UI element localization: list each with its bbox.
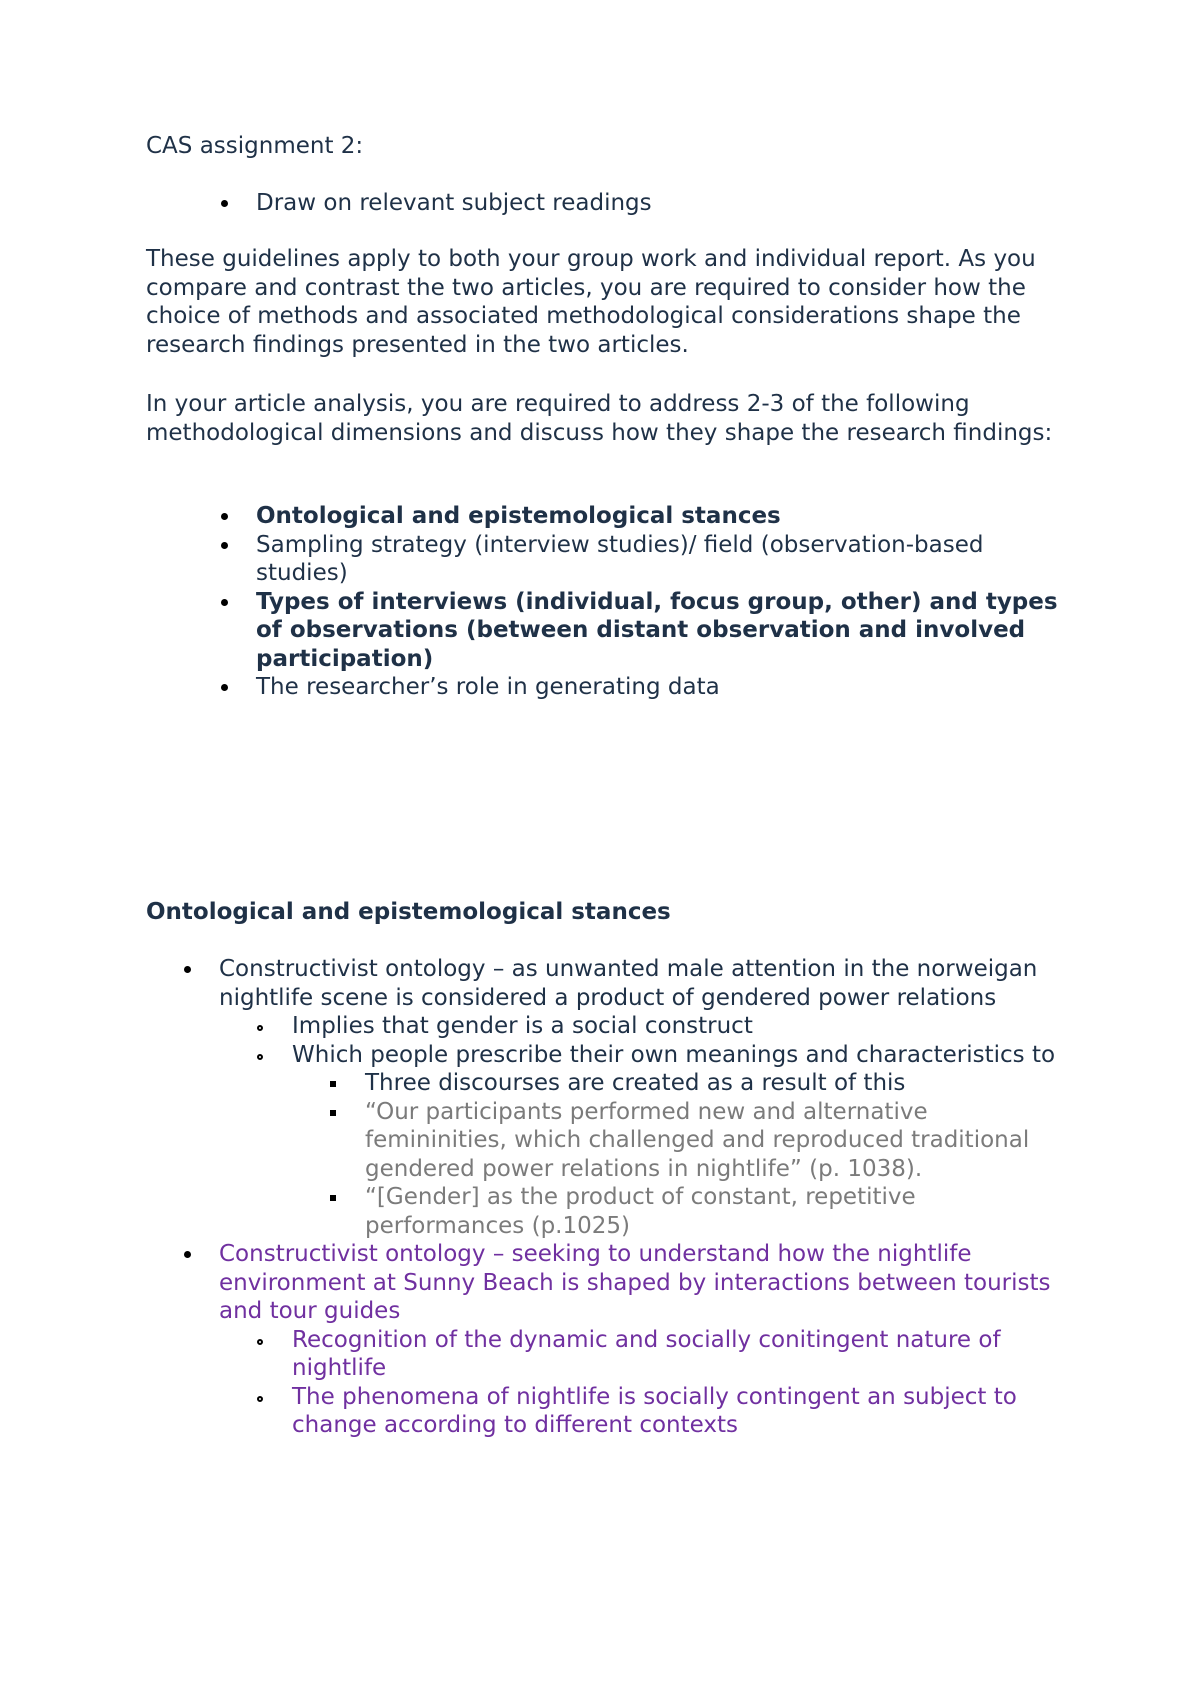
list-item	[146, 1240, 1066, 1440]
intro-list	[146, 189, 1066, 218]
notes-outline	[146, 955, 1066, 1440]
list-item: Sampling strategy (interview studies)/ field (observation-based studies)	[146, 531, 1066, 588]
analysis-paragraph: In your article analysis, you are required to address 2-3 of the following methodological dimensions and discuss how they shape the research findings:	[146, 391, 1053, 446]
list-item: Draw on relevant subject readings	[146, 189, 1066, 218]
list-item: Types of interviews (individual, focus group, other) and types of observations (between distant observation and involved participation)	[146, 588, 1066, 674]
list-item	[146, 955, 1066, 1240]
list-item: The phenomena of nightlife is socially contingent an subject to change according to different contexts	[219, 1383, 1066, 1440]
dimensions-list	[146, 502, 1066, 702]
note-text: Constructivist ontology – seeking to understand how the nightlife environment at Sunny Beach is shaped by interactions between tourists and tour guides	[219, 1241, 1051, 1324]
section-heading: Ontological and epistemological stances	[146, 899, 671, 925]
document-title: CAS assignment 2:	[146, 133, 364, 159]
note-text: Constructivist ontology – as unwanted male attention in the norweigan nightlife scene is considered a product of gendered power relations	[219, 956, 1038, 1011]
sub-sub-list	[292, 1069, 1066, 1240]
list-item: The researcher’s role in generating data	[146, 673, 1066, 702]
list-item: Three discourses are created as a result of this	[292, 1069, 1066, 1098]
note-text: Which people prescribe their own meanings and characteristics to	[292, 1041, 1056, 1068]
quote-item: “[Gender] as the product of constant, repetitive performances (p.1025)	[292, 1183, 1066, 1240]
quote-item: “Our participants performed new and alternative femininities, which challenged and reproduced traditional gendered power relations in nightlife” (p. 1038).	[292, 1098, 1066, 1184]
list-item: Ontological and epistemological stances	[146, 502, 1066, 531]
list-item	[219, 1041, 1066, 1241]
guidelines-paragraph: These guidelines apply to both your group work and individual report. As you compare and contrast the two articles, you are required to consider how the choice of methods and associated methodological considerations shape the research findings presented in the two articles.	[146, 246, 1036, 358]
list-item: Implies that gender is a social construct	[219, 1012, 1066, 1041]
sub-list	[219, 1012, 1066, 1240]
sub-list	[219, 1326, 1066, 1440]
list-item: Recognition of the dynamic and socially conitingent nature of nightlife	[219, 1326, 1066, 1383]
